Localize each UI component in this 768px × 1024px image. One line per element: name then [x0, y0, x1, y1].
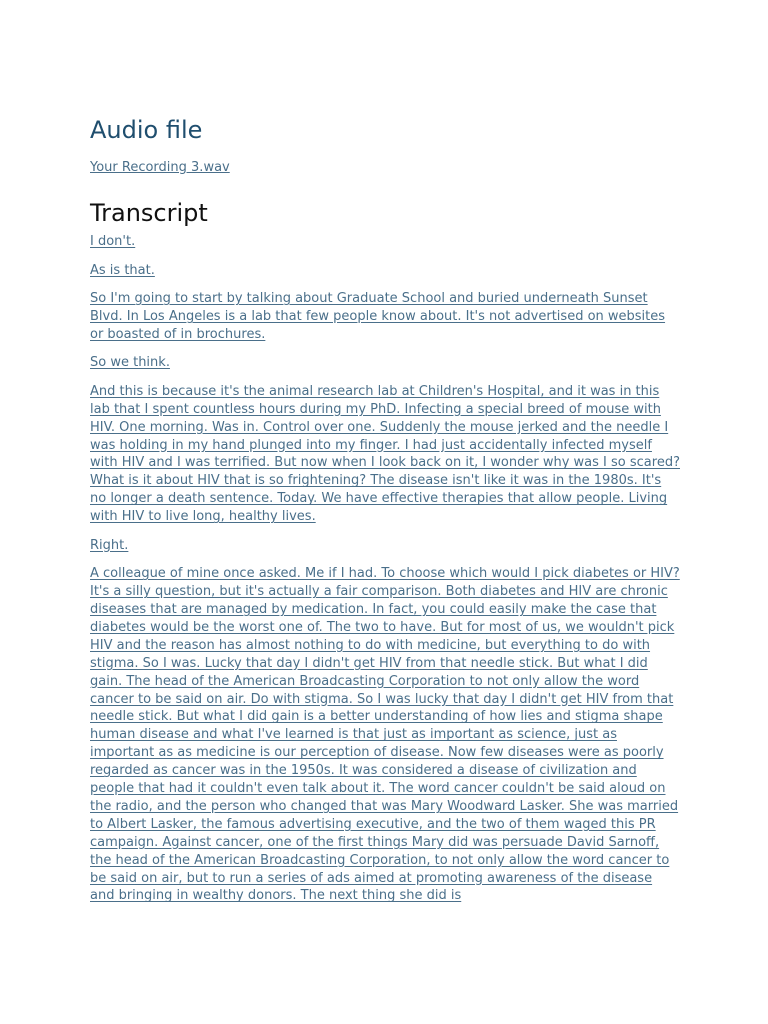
- transcript-heading: Transcript: [90, 199, 208, 227]
- audio-file-heading: Audio file: [90, 116, 203, 144]
- audio-file-link[interactable]: Your Recording 3.wav: [90, 160, 230, 175]
- transcript-paragraph[interactable]: And this is because it's the animal research lab at Children's Hospital, and it was in this lab that I spent countless hours during my PhD. Infecting a special breed of mouse with HIV. One morning. Was in. Control over one. Suddenly the mouse jerked and the needle I was holding in my hand plunged into my finger. I had just accidentally infected myself with HIV and I was terrified. But now when I look back on it, I wonder why was I so scared? What is it about HIV that is so frightening? The disease isn't like it was in the 1980s. It's no longer a death sentence. Today. We have effective therapies that allow people. Living with HIV to live long, healthy lives.: [90, 383, 680, 525]
- transcript-paragraph[interactable]: So we think.: [90, 355, 170, 371]
- transcript-paragraph[interactable]: As is that.: [90, 262, 155, 278]
- transcript-paragraph[interactable]: I don't.: [90, 234, 136, 249]
- transcript-body: [90, 233, 680, 905]
- transcript-paragraph[interactable]: A colleague of mine once asked. Me if I had. To choose which would I pick diabetes or HIV? It's a silly question, but it's actually a fair comparison. Both diabetes and HIV are chronic diseases that are managed by medication. In fact, you could easily make the case that diabetes would be the worst one of. The two to have. But for most of us, we wouldn't pick HIV and the reason has almost nothing to do with medicine, but everything to do with stigma. So I was. Lucky that day I didn't get HIV from that needle stick. But what I did gain. The head of the American Broadcasting Corporation to not only allow the word cancer to be said on air. Do with stigma. So I was lucky that day I didn't get HIV from that needle stick. But what I did gain is a better understanding of how lies and stigma shape human disease and what I've learned is that just as important as science, just as important as as medicine is our perception of disease. Now few diseases were as poorly regarded as cancer was in the 1950s. It was considered a disease of civilization and people that had it couldn't even talk about it. The word cancer couldn't be said aloud on the radio, and the person who changed that was Mary Woodward Lasker. She was married to Albert Lasker, the famous advertising executive, and the two of them waged this PR campaign. Against cancer, one of the first things Mary did was persuade David Sarnoff, the head of the American Broadcasting Corporation, to not only allow the word cancer to be said on air, but to run a series of ads aimed at promoting awareness of the disease and bringing in wealthy donors. The next thing she did is: [90, 566, 680, 904]
- transcript-paragraph[interactable]: So I'm going to start by talking about Graduate School and buried underneath Sunset Blvd. In Los Angeles is a lab that few people know about. It's not advertised on websites or boasted of in brochures.: [90, 291, 666, 342]
- document-page: [90, 112, 680, 916]
- transcript-paragraph[interactable]: Right.: [90, 537, 129, 553]
